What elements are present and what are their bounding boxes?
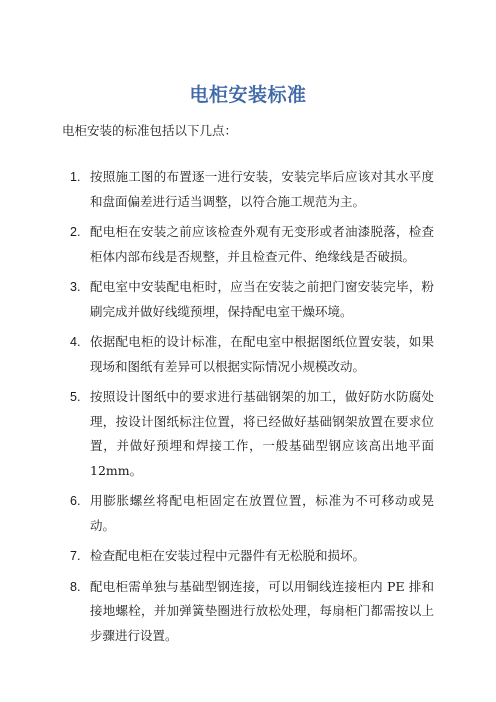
list-item [62, 544, 434, 569]
list-item-text: 配电柜需单独与基础型钢连接，可以用铜线连接柜内 PE 排和接地螺栓，并加弹簧垫圈进行放松处理，每扇柜门都需按以上步骤进行设置。 [90, 578, 434, 643]
standards-list [62, 165, 434, 654]
list-item-number: 2. [70, 225, 81, 239]
list-item [62, 489, 434, 538]
list-item-text: 用膨胀螺丝将配电柜固定在放置位置，标准为不可移动或晃动。 [90, 493, 434, 533]
list-item [62, 165, 434, 214]
list-item-text: 配电室中安装配电柜时，应当在安装之前把门窗安装完毕，粉刷完成并做好线缆预埋，保持配电室干燥环境。 [90, 279, 434, 319]
list-item-text: 按照设计图纸中的要求进行基础钢架的加工，做好防水防腐处理，按设计图纸标注位置，将已经做好基础钢架放置在要求位置，并做好预埋和焊接工作，一般基础型钢应该高出地平面 12mm。 [90, 389, 434, 478]
list-item [62, 575, 434, 649]
list-item-text: 依据配电柜的设计标准，在配电室中根据图纸位置安装，如果现场和图纸有差异可以根据实际情况小规模改动。 [90, 334, 434, 374]
list-item-text: 检查配电柜在安装过程中元器件有无松脱和损坏。 [90, 548, 366, 563]
list-item-number: 5. [70, 390, 81, 404]
list-item-text: 配电柜在安装之前应该检查外观有无变形或者油漆脱落，检查柜体内部布线是否规整，并且检查元件、绝缘线是否破损。 [90, 224, 434, 264]
list-item [62, 385, 434, 483]
list-item-number: 6. [70, 494, 81, 508]
list-item-number: 7. [70, 549, 81, 563]
list-item [62, 330, 434, 379]
list-item-number: 8. [70, 579, 81, 594]
list-item-number: 4. [70, 335, 81, 349]
document-title: 电柜安装标准 [189, 84, 307, 106]
list-item [62, 275, 434, 324]
intro-text: 电柜安装的标准包括以下几点： [62, 123, 238, 138]
list-item [62, 220, 434, 269]
list-item-number: 3. [70, 280, 81, 294]
list-item-number: 1. [70, 170, 81, 184]
list-item-text: 按照施工图的布置逐一进行安装，安装完毕后应该对其水平度和盘面偏差进行适当调整，以符合施工规范为主。 [90, 169, 434, 209]
